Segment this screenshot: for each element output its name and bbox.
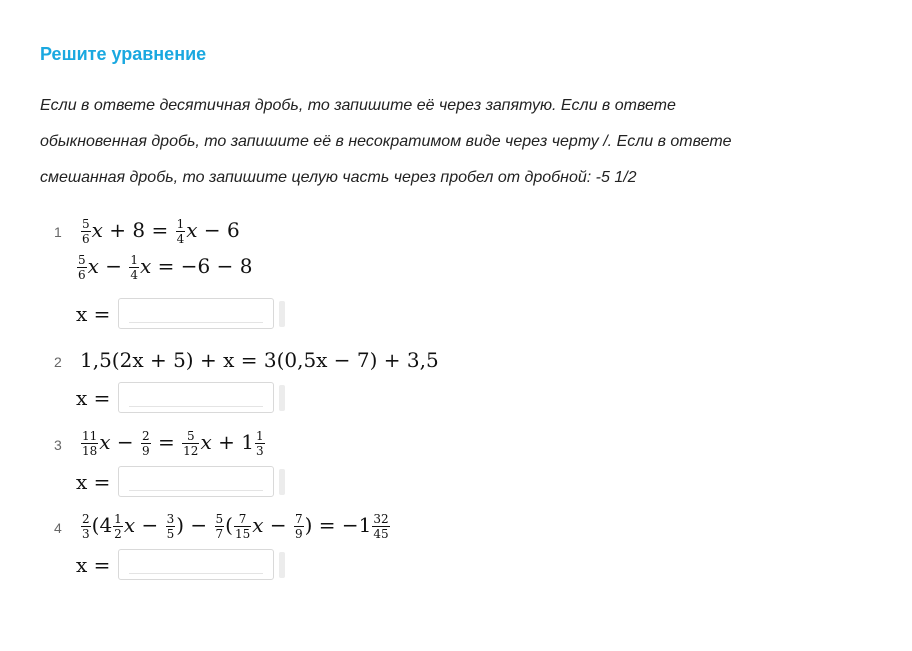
equation: $\frac{5}{6}$ x + 8 = $\frac{1}{4}$ x − 6 <box>82 217 240 246</box>
answer-input[interactable] <box>118 382 274 413</box>
answer-label: x = <box>76 301 111 326</box>
instructions-line-1: Если в ответе десятичная дробь, то запишите её через запятую. Если в ответе <box>40 97 676 114</box>
task-number: 2 <box>54 354 62 370</box>
answer-label: x = <box>76 469 111 494</box>
task-number: 1 <box>54 224 62 240</box>
answer-input[interactable] <box>118 298 274 329</box>
answer-row <box>76 549 285 580</box>
answer-row <box>76 298 285 329</box>
answer-input[interactable] <box>118 466 274 497</box>
instructions <box>40 88 880 196</box>
task-number: 3 <box>54 437 62 453</box>
equation: $\frac{11}{18}$ x − $\frac{2}{9}$ = $\frac{5}{12}$ x + 1 $\frac{1}{3}$ <box>82 429 264 458</box>
answer-label: x = <box>76 385 111 410</box>
answer-side-handle <box>279 385 285 411</box>
answer-row <box>76 382 285 413</box>
instructions-line-2: обыкновенная дробь, то запишите её в несократимом виде через черту /. Если в ответе <box>40 133 732 150</box>
equation: 1,5(2x + 5) + x = 3(0,5x − 7) + 3,5 <box>80 348 439 372</box>
equation-step: $\frac{5}{6}$ x − $\frac{1}{4}$ x = −6 − 8 <box>78 253 253 282</box>
answer-side-handle <box>279 469 285 495</box>
answer-side-handle <box>279 552 285 578</box>
equation: $\frac{2}{3}$ (4 $\frac{1}{2}$ x − $\frac{3}{5}$ ) − $\frac{5}{7}$ ( $\frac{7}{15}$ x − $\frac{7}{9}$ ) = −1 $\frac{32}{45}$ <box>82 512 389 541</box>
instructions-line-3: смешанная дробь, то запишите целую часть через пробел от дробной: -5 1/2 <box>40 169 637 186</box>
page-title: Решите уравнение <box>40 44 207 64</box>
answer-row <box>76 466 285 497</box>
answer-side-handle <box>279 301 285 327</box>
answer-label: x = <box>76 552 111 577</box>
answer-input[interactable] <box>118 549 274 580</box>
task-number: 4 <box>54 520 62 536</box>
